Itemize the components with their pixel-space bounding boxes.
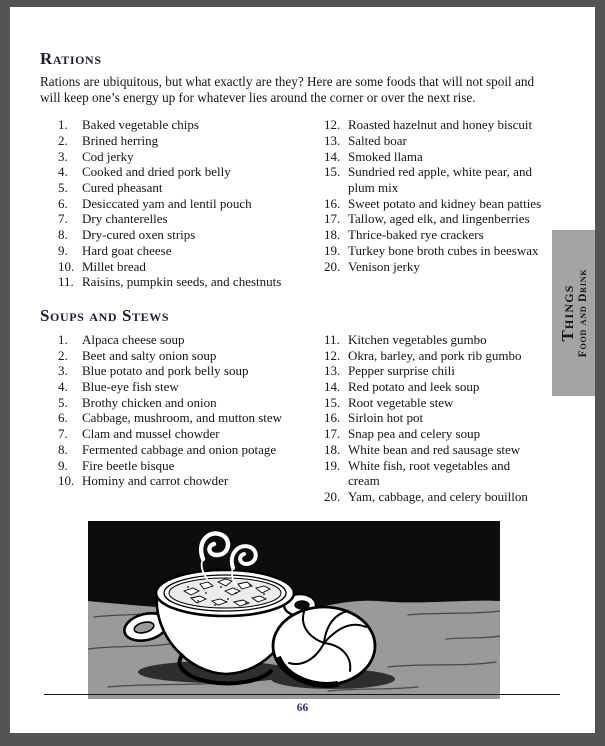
list-item-text: Blue potato and pork belly soup — [82, 363, 249, 379]
list-item-number: 9. — [58, 457, 68, 473]
list-item — [58, 274, 292, 290]
list-item-number: 4. — [58, 379, 68, 395]
list-item — [58, 180, 292, 196]
list-item — [58, 149, 292, 165]
soup-pot-and-bread-drawing — [88, 521, 500, 699]
list-item-number: 1. — [58, 331, 68, 347]
soups-list — [40, 332, 545, 505]
list-item-text: Sirloin hot pot — [348, 410, 424, 426]
footer-rule — [44, 694, 560, 695]
list-item — [324, 133, 545, 149]
list-item-text: Fire beetle bisque — [82, 457, 175, 473]
list-item-number: 7. — [58, 211, 68, 227]
list-item-text: Thrice-baked rye crackers — [348, 227, 484, 243]
page-number: 66 — [296, 702, 309, 714]
list-item-text: Beet and salty onion soup — [82, 347, 217, 363]
list-item-number: 17. — [324, 211, 341, 227]
list-item — [324, 227, 545, 243]
list-item-number: 8. — [58, 441, 68, 457]
list-item-number: 11. — [324, 331, 340, 347]
list-item-text: Red potato and leek soup — [348, 379, 480, 395]
list-item — [58, 458, 292, 474]
list-item-text: Roasted hazelnut and honey biscuit — [348, 117, 533, 133]
list-item-text: Root vegetable stew — [348, 394, 454, 410]
soup-pot-illustration — [88, 521, 500, 699]
list-item-text: Dry-cured oxen strips — [82, 227, 196, 243]
list-item-text: Sweet potato and kidney bean patties — [348, 195, 542, 211]
list-item-text: Cooked and dried pork belly — [82, 164, 231, 180]
list-item-text: Yam, cabbage, and celery bouillon — [348, 488, 528, 504]
list-item — [58, 332, 292, 348]
list-item — [58, 196, 292, 212]
list-item-number: 3. — [58, 363, 68, 379]
list-item-number: 12. — [324, 117, 341, 133]
list-item-text: Clam and mussel chowder — [82, 426, 220, 442]
list-item — [58, 442, 292, 458]
list-item — [324, 395, 545, 411]
chapter-side-tab-text — [558, 269, 590, 358]
soups-section — [40, 306, 545, 505]
list-item-number: 13. — [324, 132, 341, 148]
list-item — [324, 363, 545, 379]
list-item-text: Cod jerky — [82, 148, 134, 164]
list-item — [58, 473, 292, 489]
list-item — [58, 426, 292, 442]
soups-heading: Soups and Stews — [40, 305, 170, 325]
list-item-number: 5. — [58, 180, 68, 195]
rations-list-column-1 — [40, 117, 292, 290]
list-item — [58, 227, 292, 243]
list-item-number: 15. — [324, 394, 341, 410]
list-item-number: 12. — [324, 347, 341, 363]
rations-heading: Rations — [40, 49, 102, 68]
list-item — [324, 489, 545, 505]
list-item — [58, 259, 292, 275]
list-item-number: 9. — [58, 242, 68, 258]
list-item-text: Turkey bone broth cubes in beeswax — [348, 242, 539, 258]
list-item — [324, 211, 545, 227]
side-tab-subtitle: Food and Drink — [576, 268, 589, 358]
list-item-number: 2. — [58, 347, 68, 363]
side-tab-title: Things — [557, 284, 577, 342]
list-item-text: Tallow, aged elk, and lingenberries — [348, 211, 530, 227]
list-item-text: Smoked llama — [348, 148, 423, 164]
list-item-text: Alpaca cheese soup — [82, 331, 185, 347]
list-item-number: 10. — [58, 473, 75, 489]
list-item — [58, 395, 292, 411]
list-item-text: Fermented cabbage and onion potage — [82, 441, 277, 457]
list-item-number: 11. — [58, 274, 74, 290]
list-item — [324, 379, 545, 395]
list-item-number: 18. — [324, 441, 341, 457]
list-item-text: Pepper surprise chili — [348, 363, 455, 379]
list-item — [324, 196, 545, 212]
list-item — [58, 117, 292, 133]
list-item-number: 10. — [58, 258, 75, 274]
list-item-number: 5. — [58, 394, 68, 410]
rations-list — [40, 117, 545, 290]
list-item-text: Baked vegetable chips — [82, 117, 199, 133]
list-item-text: Cabbage, mushroom, and mutton stew — [82, 410, 283, 426]
list-item-number: 7. — [58, 426, 68, 442]
list-item-number: 14. — [324, 379, 341, 395]
list-item-number: 20. — [324, 488, 341, 504]
chapter-side-tab — [552, 230, 595, 396]
list-item-number: 13. — [324, 363, 341, 379]
list-item-number: 16. — [324, 195, 341, 211]
list-item-text: Hard goat cheese — [82, 242, 172, 258]
list-item-text: White bean and red sausage stew — [348, 441, 521, 457]
list-item-text: Millet bread — [82, 258, 146, 274]
page-content — [10, 7, 595, 699]
list-item-number: 6. — [58, 195, 68, 211]
list-item — [324, 149, 545, 165]
list-item — [324, 410, 545, 426]
list-item-number: 14. — [324, 148, 341, 164]
list-item-text: Dry chanterelles — [82, 211, 168, 227]
list-item-text: Snap pea and celery soup — [348, 426, 481, 442]
list-item-number: 4. — [58, 164, 68, 180]
list-item — [324, 332, 545, 348]
list-item — [58, 363, 292, 379]
list-item — [58, 164, 292, 180]
list-item-text: Salted boar — [348, 132, 407, 148]
list-item — [58, 211, 292, 227]
list-item — [324, 348, 545, 364]
list-item — [58, 410, 292, 426]
list-item-text: Blue-eye fish stew — [82, 379, 179, 395]
list-item — [58, 379, 292, 395]
list-item — [324, 458, 545, 489]
list-item-text: Desiccated yam and lentil pouch — [82, 195, 252, 211]
list-item-number: 20. — [324, 258, 341, 274]
list-item-text: Raisins, pumpkin seeds, and chestnuts — [82, 274, 282, 290]
list-item-text: Okra, barley, and pork rib gumbo — [348, 347, 522, 363]
list-item-text: Sundried red apple, white pear, and plum mix — [348, 164, 532, 195]
list-item-number: 16. — [324, 410, 341, 426]
list-item-text: Cured pheasant — [82, 180, 163, 195]
list-item — [324, 426, 545, 442]
list-item — [324, 243, 545, 259]
list-item — [324, 164, 545, 195]
rations-intro-paragraph: Rations are ubiquitous, but what exactly are they? Here are some foods that will not spoil and will keep one’s energy up for whatever lies around the corner or over the next rise. — [40, 74, 535, 105]
soups-list-column-1 — [40, 332, 292, 505]
list-item-text: Hominy and carrot chowder — [82, 473, 229, 489]
list-item-number: 19. — [324, 242, 341, 258]
list-item-number: 15. — [324, 164, 341, 180]
list-item-number: 8. — [58, 227, 68, 243]
list-item — [324, 259, 545, 275]
list-item-number: 17. — [324, 426, 341, 442]
list-item — [58, 348, 292, 364]
list-item-text: Brothy chicken and onion — [82, 394, 217, 410]
list-item-number: 1. — [58, 117, 68, 133]
list-item-number: 2. — [58, 132, 68, 148]
rations-list-column-2 — [306, 117, 545, 290]
list-item — [58, 133, 292, 149]
list-item — [58, 243, 292, 259]
list-item-number: 19. — [324, 457, 341, 473]
list-item — [324, 117, 545, 133]
list-item-text: Venison jerky — [348, 258, 420, 274]
list-item-number: 18. — [324, 227, 341, 243]
list-item-number: 6. — [58, 410, 68, 426]
soups-list-column-2 — [306, 332, 545, 505]
document-page — [10, 7, 595, 733]
list-item — [324, 442, 545, 458]
list-item-text: Kitchen vegetables gumbo — [348, 331, 487, 347]
list-item-number: 3. — [58, 148, 68, 164]
list-item-text: White fish, root vegetables and cream — [348, 457, 511, 489]
list-item-text: Brined herring — [82, 132, 159, 148]
